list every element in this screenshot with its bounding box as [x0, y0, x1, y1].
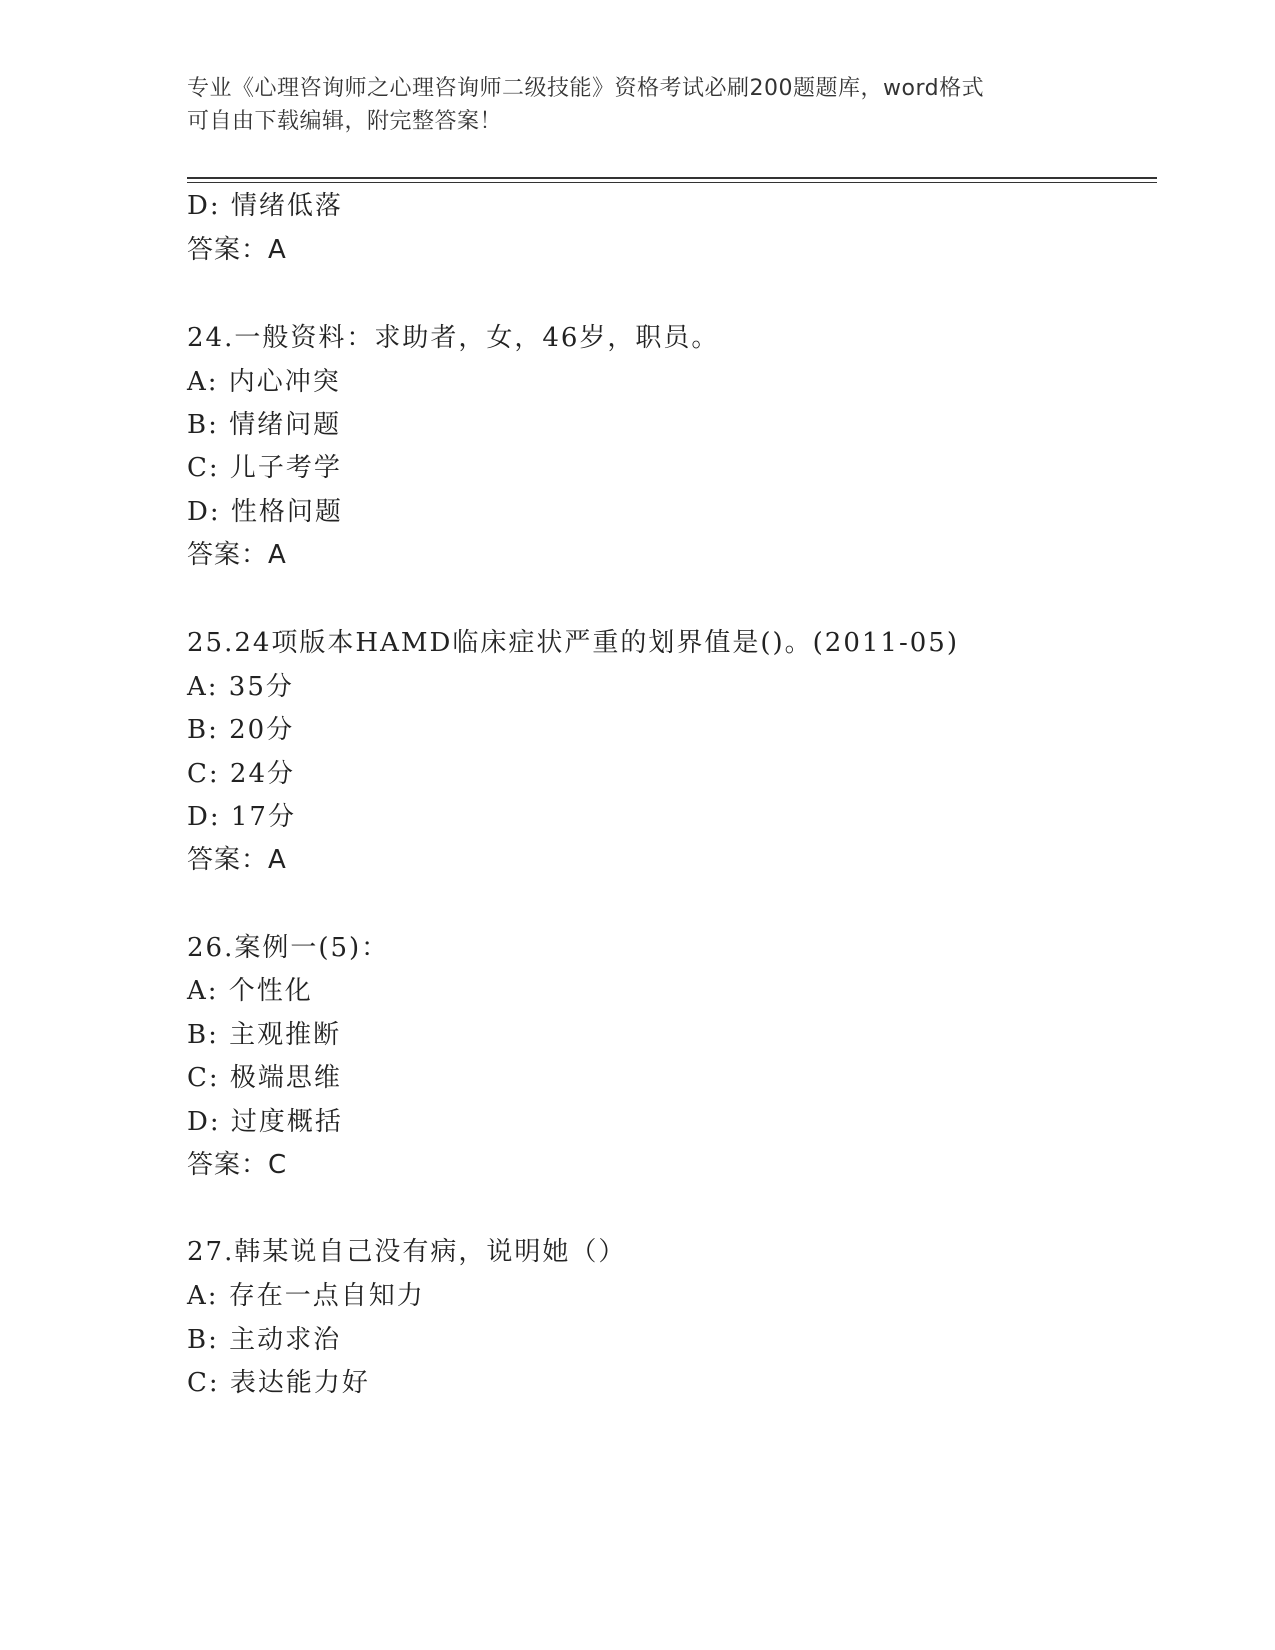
header-line-2: 可自由下载编辑，附完整答案！	[187, 109, 503, 134]
question-26-stem: 26.案例一(5)：	[187, 933, 390, 963]
question-25-option-b: B: 20分	[187, 715, 295, 745]
prev-option-d: D: 情绪低落	[187, 191, 343, 221]
question-24-option-d: D: 性格问题	[187, 497, 343, 527]
question-24-stem: 24.一般资料：求助者，女，46岁，职员。	[187, 323, 720, 353]
question-26-option-a: A: 个性化	[187, 976, 313, 1006]
header-divider-thin	[187, 182, 1157, 183]
question-24-option-a: A: 内心冲突	[187, 367, 341, 397]
question-26-option-b: B: 主观推断	[187, 1020, 342, 1050]
question-24-option-c: C: 儿子考学	[187, 453, 342, 483]
question-26-answer: 答案：C	[187, 1150, 288, 1180]
question-24-option-b: B: 情绪问题	[187, 410, 342, 440]
question-27-option-b: B: 主动求治	[187, 1325, 342, 1355]
question-26-option-d: D: 过度概括	[187, 1107, 343, 1137]
header-line-1: 专业《心理咨询师之心理咨询师二级技能》资格考试必刷200题题库，word格式	[187, 76, 985, 101]
question-25-option-a: A: 35分	[187, 672, 294, 702]
question-25-option-c: C: 24分	[187, 759, 296, 789]
question-25-stem: 25.24项版本HAMD临床症状严重的划界值是()。(2011-05)	[187, 628, 959, 658]
document-header	[187, 72, 1087, 138]
question-25-answer: 答案：A	[187, 845, 287, 875]
question-27-stem: 27.韩某说自己没有病，说明她（）	[187, 1237, 627, 1267]
question-25-option-d: D: 17分	[187, 802, 296, 832]
header-divider-thick	[187, 177, 1157, 179]
prev-answer: 答案：A	[187, 235, 287, 265]
question-27-option-c: C: 表达能力好	[187, 1368, 370, 1398]
question-24-answer: 答案：A	[187, 540, 287, 570]
question-26-option-c: C: 极端思维	[187, 1063, 342, 1093]
question-27-option-a: A: 存在一点自知力	[187, 1281, 425, 1311]
